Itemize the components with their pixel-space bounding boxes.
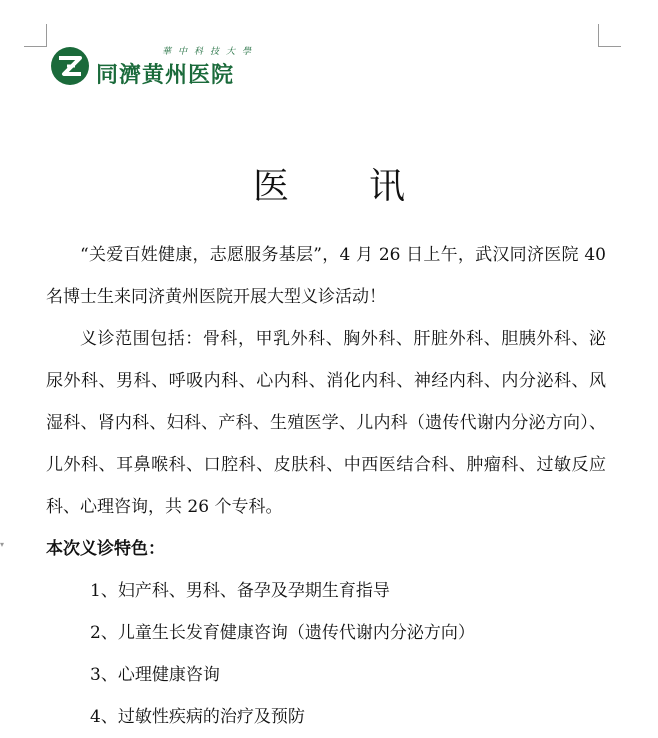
list-item: 4、过敏性疾病的治疗及预防	[90, 707, 305, 727]
margin-marker: ▾	[0, 540, 5, 549]
features-list	[46, 570, 606, 738]
document-body	[46, 234, 606, 738]
logo-hospital-name: 同濟黄州医院	[96, 62, 235, 88]
features-heading: 本次义诊特色：	[46, 539, 165, 559]
hospital-logo-icon	[50, 46, 90, 86]
crop-mark-top-left	[24, 24, 47, 47]
scope-paragraph: 义诊范围包括：骨科，甲乳外科、胸外科、肝脏外科、胆胰外科、泌尿外科、男科、呼吸内科、心内科、消化内科、神经内科、内分泌科、风湿科、肾内科、妇科、产科、生殖医学、儿内科（遗传代谢内分泌方向）、儿外科、耳鼻喉科、口腔科、皮肤科、中西医结合科、肿瘤科、过敏反应科、心理咨询，共 26 个专科。	[46, 329, 606, 517]
intro-paragraph: “关爱百姓健康，志愿服务基层”，4 月 26 日上午，武汉同济医院 40 名博士生来同济黄州医院开展大型义诊活动！	[46, 245, 606, 307]
crop-mark-top-right	[598, 24, 621, 47]
page-title	[0, 158, 658, 209]
list-item: 3、心理健康咨询	[90, 665, 220, 685]
title-char-1: 医	[252, 166, 289, 207]
list-item: 2、儿童生长发育健康咨询（遗传代谢内分泌方向）	[90, 623, 475, 643]
list-item: 1、妇产科、男科、备孕及孕期生育指导	[90, 581, 390, 601]
hospital-logo	[50, 44, 270, 88]
logo-subtitle: 華中科技大學	[162, 47, 259, 57]
title-char-2: 讯	[369, 166, 406, 207]
